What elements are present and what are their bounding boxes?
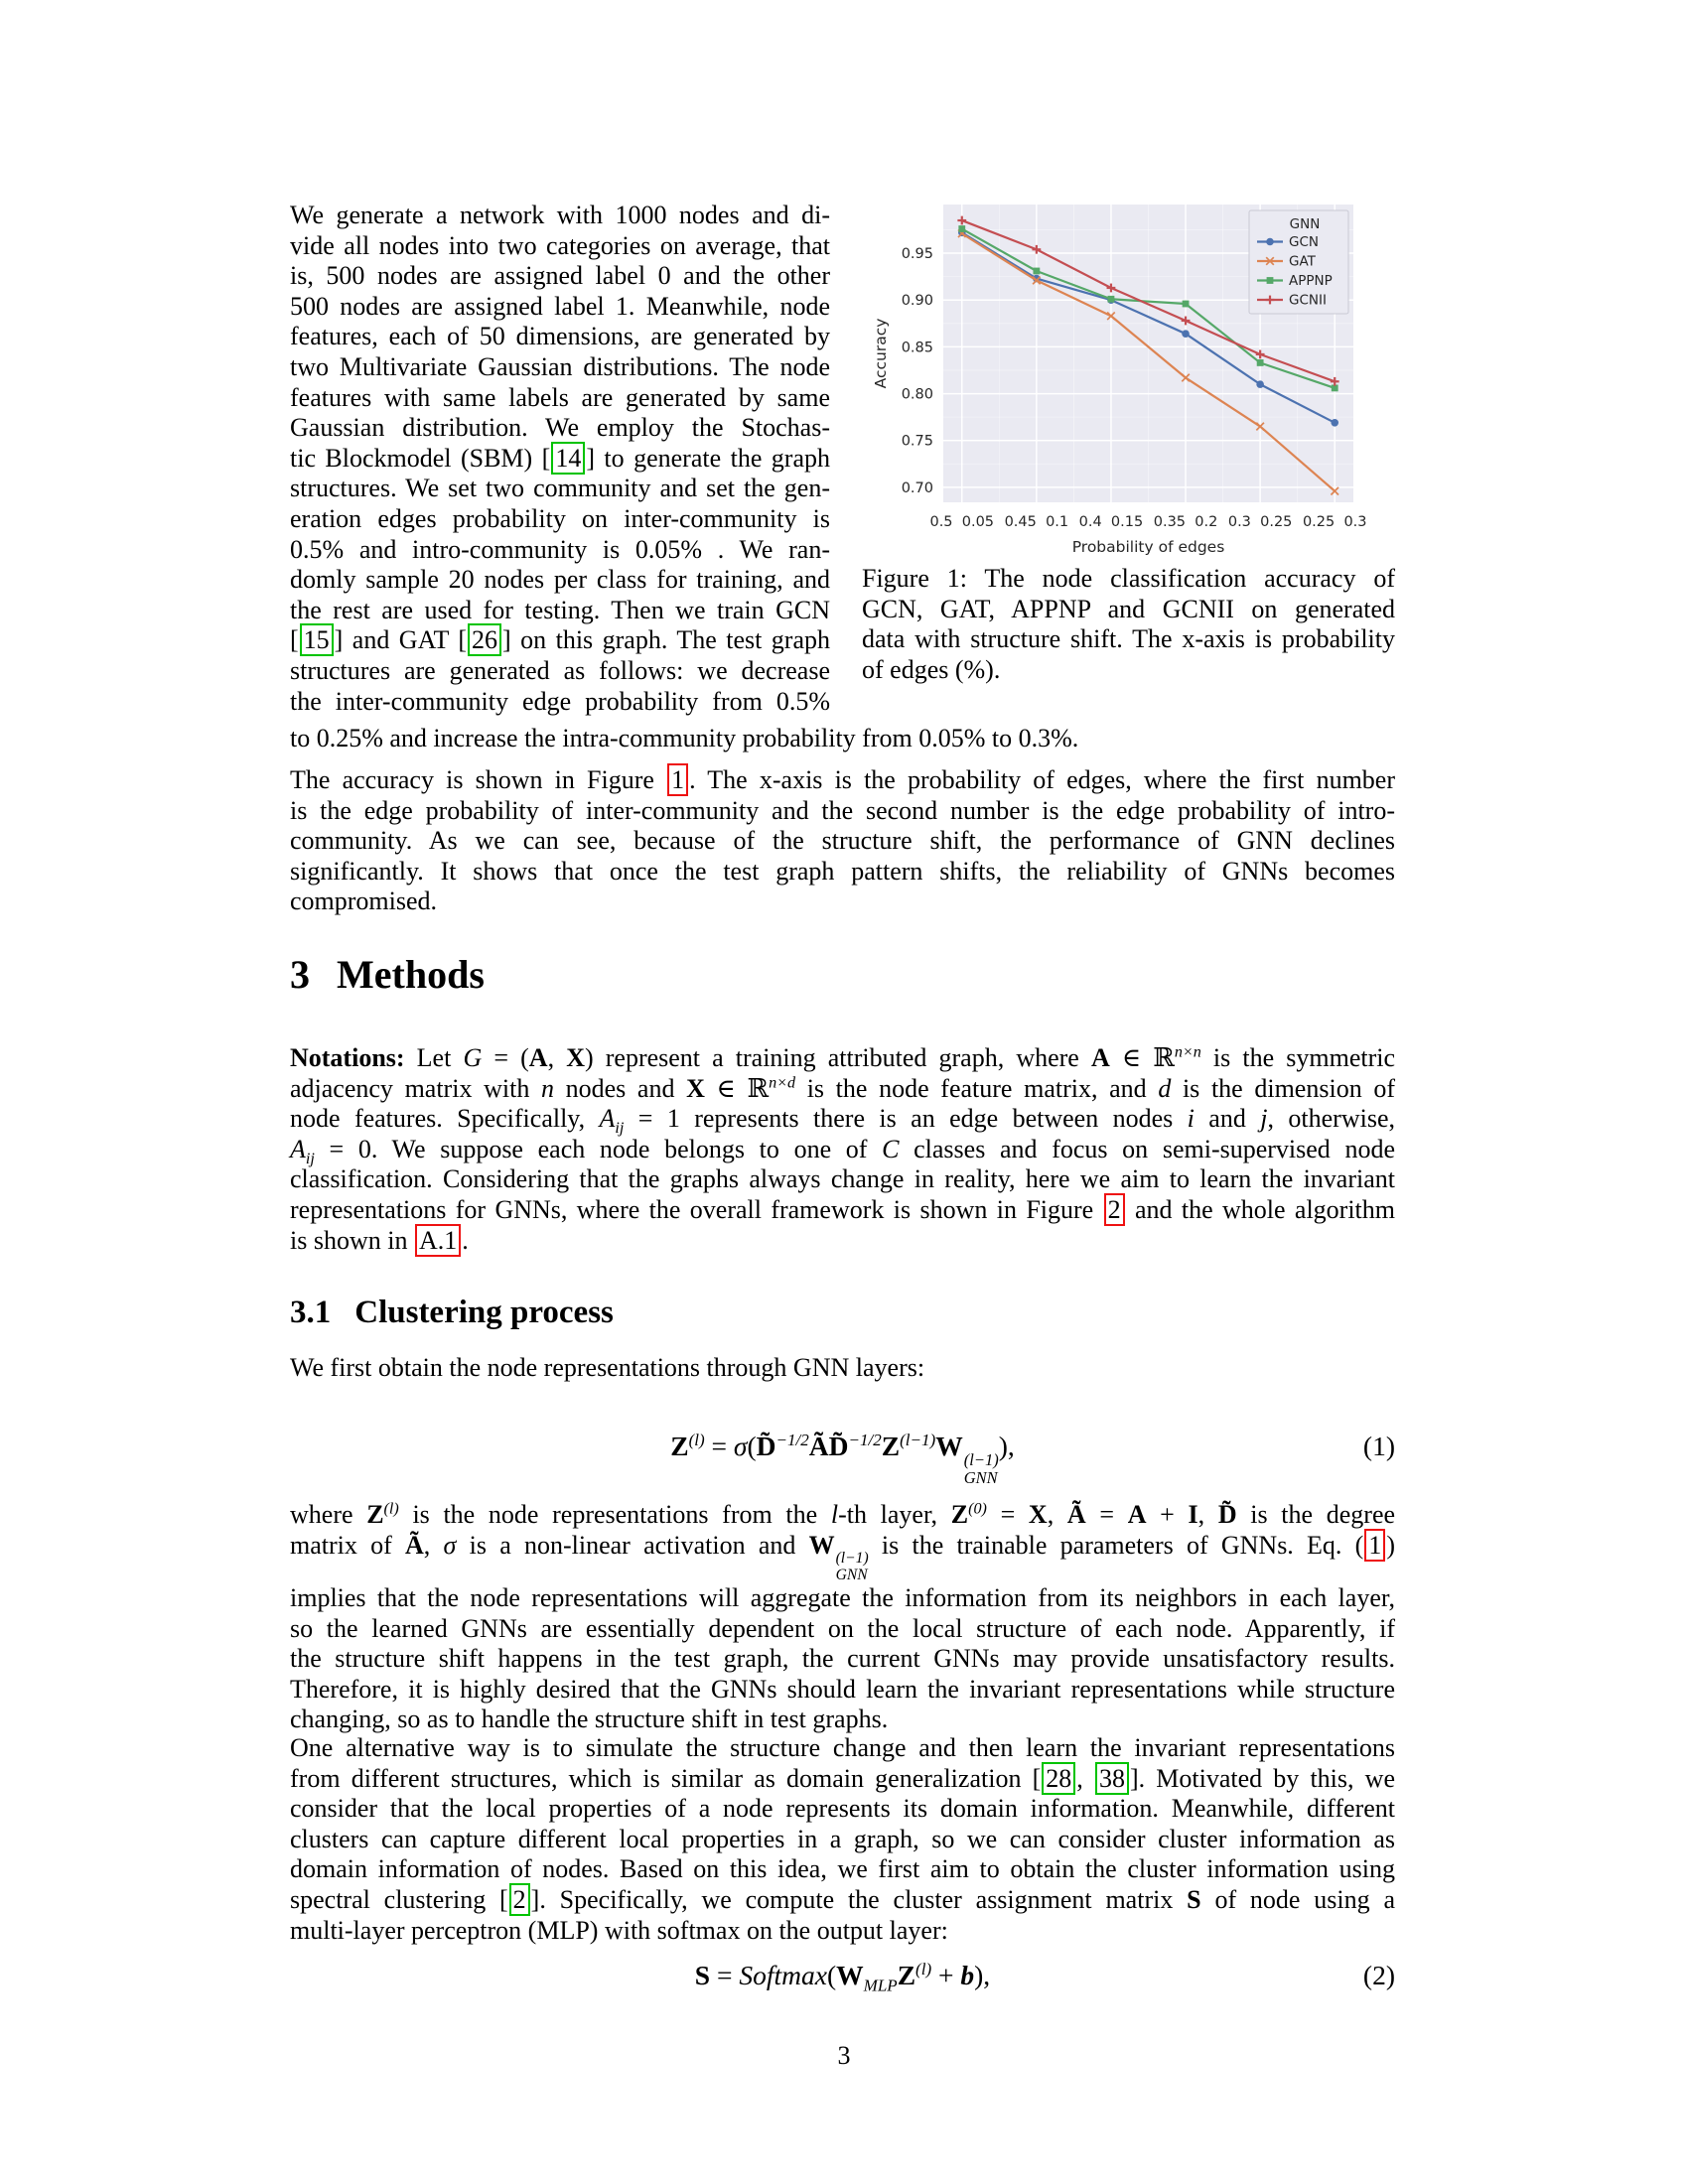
text-span: of node using a bbox=[1200, 1884, 1395, 1914]
figure1-line-chart bbox=[862, 195, 1395, 558]
citation-link[interactable]: 15 bbox=[300, 623, 334, 656]
equation-2 bbox=[290, 1952, 1395, 1999]
svg-text:Accuracy: Accuracy bbox=[872, 318, 890, 389]
text-line bbox=[862, 624, 1395, 655]
text-line bbox=[290, 887, 1395, 917]
text-span: the rest are used for testing. Then we train GCN bbox=[290, 595, 830, 624]
text-span: vide all nodes into two categories on average, that bbox=[290, 230, 830, 260]
text-span: = ( bbox=[482, 1043, 529, 1072]
text-span: ]. Motivated by this, we bbox=[1129, 1763, 1395, 1793]
text-line bbox=[290, 201, 830, 231]
superscript: (l) bbox=[688, 1430, 705, 1449]
text-span: = 0. We suppose each node belongs to one of bbox=[314, 1134, 883, 1163]
text-span: D̃ bbox=[1217, 1500, 1237, 1529]
text-span: from different structures, which is similar as domain generalization [ bbox=[290, 1763, 1042, 1793]
paragraph-experiment-setup-continuation bbox=[290, 724, 1395, 754]
svg-text:0.3 0.25: 0.3 0.25 bbox=[1227, 514, 1293, 530]
superscript: (0) bbox=[968, 1500, 987, 1518]
text-span: [ bbox=[290, 625, 299, 655]
equation-2-number: (2) bbox=[1362, 1960, 1395, 1990]
text-span: The accuracy is shown in Figure bbox=[290, 765, 667, 794]
text-span: data with structure shift. The x-axis is probability bbox=[862, 624, 1395, 654]
text-span: nodes and bbox=[553, 1073, 687, 1103]
stacked-supsub: (l−1) GNN bbox=[963, 1450, 999, 1487]
text-span: Figure 1: The node classification accuracy of bbox=[862, 564, 1395, 593]
text-span: Let bbox=[404, 1043, 464, 1072]
text-span: ]. Specifically, we compute the cluster assignment matrix bbox=[530, 1884, 1188, 1914]
text-line bbox=[862, 655, 1395, 686]
page-number: 3 bbox=[837, 2041, 851, 2070]
citation-link[interactable]: 2 bbox=[509, 1883, 530, 1916]
paragraph-notations bbox=[290, 1043, 1395, 1256]
text-span: significantly. It shows that once the test graph pattern shifts, the reliability of GNNs becomes bbox=[290, 856, 1395, 886]
text-span: so the learned GNNs are essentially dependent on the local structure of each node. Apparently, if bbox=[290, 1613, 1395, 1643]
text-line bbox=[290, 322, 830, 352]
text-line bbox=[290, 656, 830, 687]
text-line bbox=[290, 1531, 1395, 1583]
text-span: where bbox=[290, 1500, 367, 1529]
svg-text:0.45 0.1: 0.45 0.1 bbox=[1004, 514, 1069, 530]
text-line bbox=[290, 596, 830, 626]
text-span: A bbox=[1127, 1500, 1147, 1529]
text-span: changing, so as to handle the structure shift in test graphs. bbox=[290, 1705, 889, 1734]
text-span: and the whole algorithm bbox=[1125, 1194, 1395, 1224]
text-span: ] to generate the graph bbox=[586, 443, 830, 473]
text-span: σ bbox=[443, 1530, 457, 1560]
text-span: S bbox=[694, 1960, 711, 1990]
text-span: = bbox=[1085, 1500, 1128, 1529]
superscript: −1/2 bbox=[848, 1430, 882, 1449]
text-span: ] on this graph. The test graph bbox=[502, 625, 830, 655]
figure-1 bbox=[862, 195, 1395, 685]
text-span: We first obtain the node representations through GNN layers: bbox=[290, 1353, 925, 1382]
text-span: ∈ ℝ bbox=[704, 1073, 770, 1103]
svg-text:0.4 0.15: 0.4 0.15 bbox=[1078, 514, 1144, 530]
text-span: W bbox=[935, 1431, 963, 1461]
paragraph-experiment-setup bbox=[290, 201, 830, 717]
text-span: A bbox=[1090, 1043, 1110, 1072]
text-span: classes and focus on semi-supervised node bbox=[899, 1134, 1396, 1163]
text-line bbox=[290, 1614, 1395, 1645]
text-span: X bbox=[566, 1043, 585, 1072]
text-span: One alternative way is to simulate the structure change and then learn the invariant representations bbox=[290, 1733, 1395, 1762]
text-span: multi-layer perceptron (MLP) with softmax on the output layer: bbox=[290, 1915, 948, 1945]
subsection-heading-clustering bbox=[290, 1295, 614, 1331]
text-span: ∈ ℝ bbox=[1109, 1043, 1175, 1072]
text-line bbox=[290, 292, 830, 323]
text-span: clusters can capture different local properties in a graph, so we can consider cluster information as bbox=[290, 1824, 1395, 1853]
superscript: (l) bbox=[383, 1500, 399, 1518]
stacked-supsub: (l−1) GNN bbox=[835, 1550, 869, 1583]
text-span: to 0.25% and increase the intra-community probability from 0.05% to 0.3%. bbox=[290, 724, 1079, 752]
superscript: n×n bbox=[1174, 1043, 1201, 1061]
text-span: Z bbox=[897, 1960, 916, 1990]
text-span: is a non-linear activation and bbox=[456, 1530, 809, 1560]
svg-text:0.75: 0.75 bbox=[901, 433, 933, 450]
svg-text:0.25 0.3: 0.25 0.3 bbox=[1302, 514, 1367, 530]
text-line bbox=[290, 857, 1395, 887]
text-span: features with same labels are generated by same bbox=[290, 382, 830, 412]
paragraph-domain-generalization bbox=[290, 1733, 1395, 1946]
text-span: W bbox=[808, 1530, 835, 1560]
svg-text:0.70: 0.70 bbox=[901, 479, 933, 496]
text-span: Z bbox=[670, 1431, 689, 1461]
text-span: the inter-community edge probability from 0.5% bbox=[290, 686, 830, 716]
text-line bbox=[290, 765, 1395, 796]
text-line bbox=[290, 796, 1395, 827]
text-line bbox=[290, 1043, 1395, 1074]
text-span: implies that the node representations will aggregate the information from its neighbors in each layer, bbox=[290, 1582, 1395, 1612]
svg-text:APPNP: APPNP bbox=[1289, 273, 1333, 289]
text-span: ) bbox=[1386, 1530, 1396, 1560]
text-line bbox=[290, 1500, 1395, 1531]
text-line bbox=[290, 1164, 1395, 1195]
text-span: i bbox=[1187, 1104, 1195, 1134]
text-span: = 1 represents there is an edge between nodes bbox=[624, 1104, 1188, 1134]
text-line bbox=[862, 595, 1395, 625]
text-span: , bbox=[1047, 1500, 1067, 1529]
subscript: ij bbox=[615, 1120, 625, 1138]
text-line bbox=[290, 1644, 1395, 1675]
text-span: Gaussian distribution. We employ the Stochas- bbox=[290, 413, 830, 443]
text-line bbox=[290, 565, 830, 596]
text-span: Z bbox=[881, 1431, 901, 1461]
text-span: is, 500 nodes are assigned label 0 and the other bbox=[290, 261, 830, 291]
equation-1-body bbox=[670, 1423, 1015, 1486]
text-span: . The x-axis is the probability of edges, where the first number bbox=[689, 765, 1395, 794]
paragraph-clustering-intro bbox=[290, 1353, 1395, 1384]
superscript: (l−1) bbox=[900, 1430, 936, 1449]
text-line bbox=[290, 1705, 1395, 1735]
text-span: X bbox=[1028, 1500, 1048, 1529]
svg-text:0.35 0.2: 0.35 0.2 bbox=[1153, 514, 1218, 530]
text-span: . bbox=[462, 1225, 469, 1255]
text-line bbox=[290, 535, 830, 566]
svg-text:0.80: 0.80 bbox=[901, 386, 933, 403]
citation-link[interactable]: 28 bbox=[1042, 1762, 1075, 1795]
text-span: two Multivariate Gaussian distributions. The node bbox=[290, 351, 830, 381]
text-line bbox=[290, 1854, 1395, 1885]
text-line bbox=[290, 687, 830, 718]
text-span: -th layer, bbox=[838, 1500, 951, 1529]
text-span: Ã bbox=[1066, 1500, 1086, 1529]
text-span: Ã bbox=[405, 1530, 424, 1560]
text-line bbox=[290, 383, 830, 414]
text-span: = bbox=[710, 1960, 740, 1990]
text-span: structures are generated as follows: we decrease bbox=[290, 655, 830, 685]
text-span: d bbox=[1158, 1073, 1172, 1103]
text-span: Therefore, it is highly desired that the GNNs should learn the invariant representations while structure bbox=[290, 1674, 1395, 1704]
text-line bbox=[290, 625, 830, 656]
subsection-title: Clustering process bbox=[354, 1295, 614, 1330]
text-line bbox=[290, 826, 1395, 857]
text-line bbox=[290, 1135, 1395, 1165]
text-span: adjacency matrix with bbox=[290, 1073, 541, 1103]
text-span: S bbox=[1187, 1884, 1201, 1914]
text-span: = bbox=[704, 1431, 734, 1461]
text-span: domain information of nodes. Based on this idea, we first aim to obtain the cluster information using bbox=[290, 1854, 1395, 1884]
text-span: domly sample 20 nodes per class for training, and bbox=[290, 565, 830, 595]
text-line bbox=[290, 1764, 1395, 1795]
text-span: is the node representations from the bbox=[398, 1500, 831, 1529]
paragraph-equation1-discussion bbox=[290, 1500, 1395, 1735]
text-span: eration edges probability on inter-community is bbox=[290, 503, 830, 533]
svg-text:0.5 0.05: 0.5 0.05 bbox=[929, 514, 995, 530]
text-line bbox=[290, 1195, 1395, 1226]
text-span: ), bbox=[974, 1960, 991, 1990]
text-span: 0.5% and intro-community is 0.05% . We ran- bbox=[290, 534, 830, 564]
citation-link[interactable]: 38 bbox=[1095, 1762, 1129, 1795]
text-span: σ bbox=[733, 1431, 748, 1461]
text-span: ( bbox=[826, 1960, 837, 1990]
ref-link[interactable]: 1 bbox=[1364, 1529, 1385, 1562]
text-span: node features. Specifically, bbox=[290, 1104, 600, 1134]
text-span: l bbox=[830, 1500, 839, 1529]
citation-link[interactable]: 14 bbox=[551, 442, 585, 475]
text-span: n bbox=[540, 1073, 554, 1103]
text-span: G bbox=[463, 1043, 483, 1072]
text-span: tic Blockmodel (SBM) [ bbox=[290, 443, 551, 473]
text-span: , bbox=[547, 1043, 567, 1072]
text-line bbox=[862, 564, 1395, 595]
text-line bbox=[290, 1675, 1395, 1706]
text-span: representations for GNNs, where the overall framework is shown in Figure bbox=[290, 1194, 1103, 1224]
text-span: community. As we can see, because of the structure shift, the performance of GNN declines bbox=[290, 826, 1395, 856]
superscript: −1/2 bbox=[775, 1430, 809, 1449]
text-line bbox=[290, 352, 830, 383]
equation-1 bbox=[290, 1423, 1395, 1486]
paragraph-accuracy-discussion bbox=[290, 765, 1395, 917]
text-line bbox=[290, 504, 830, 535]
text-span: spectral clustering [ bbox=[290, 1884, 508, 1914]
text-span: is the dimension of bbox=[1171, 1073, 1396, 1103]
section-number: 3 bbox=[290, 952, 310, 997]
text-span: + bbox=[931, 1960, 961, 1990]
svg-text:0.85: 0.85 bbox=[901, 340, 933, 356]
ref-link[interactable]: 2 bbox=[1104, 1193, 1125, 1226]
text-span: consider that the local properties of a node represents its domain information. Meanwhile, different bbox=[290, 1794, 1395, 1824]
text-line bbox=[290, 413, 830, 444]
text-span: D̃ bbox=[756, 1431, 776, 1461]
text-span: classification. Considering that the graphs always change in reality, here we aim to learn the invariant bbox=[290, 1164, 1395, 1194]
text-span: + bbox=[1146, 1500, 1189, 1529]
text-span: is the node feature matrix, and bbox=[795, 1073, 1159, 1103]
text-span: the structure shift happens in the test graph, the current GNNs may provide unsatisfactory results. bbox=[290, 1644, 1395, 1674]
text-span: GCN, GAT, APPNP and GCNII on generated bbox=[862, 594, 1395, 623]
text-span: W bbox=[836, 1960, 864, 1990]
text-line bbox=[290, 1733, 1395, 1764]
text-span: We generate a network with 1000 nodes and di- bbox=[290, 201, 830, 229]
text-line bbox=[290, 1104, 1395, 1138]
text-span: ( bbox=[747, 1431, 757, 1461]
text-span: Z bbox=[950, 1500, 969, 1529]
svg-text:GCN: GCN bbox=[1289, 234, 1319, 250]
text-span: Softmax bbox=[739, 1960, 827, 1990]
text-span: ) represent a training attributed graph, where bbox=[584, 1043, 1091, 1072]
ref-link[interactable]: 1 bbox=[667, 763, 688, 796]
text-span: I bbox=[1188, 1500, 1198, 1529]
superscript: n×d bbox=[769, 1073, 796, 1091]
svg-text:GNN: GNN bbox=[1289, 216, 1321, 232]
citation-link[interactable]: 26 bbox=[468, 623, 501, 656]
section-heading-methods bbox=[290, 953, 485, 997]
section-title: Methods bbox=[337, 952, 485, 997]
text-span: ] and GAT [ bbox=[334, 625, 468, 655]
text-span: is the edge probability of inter-community and the second number is the edge probability of intro- bbox=[290, 795, 1395, 825]
text-line bbox=[290, 1583, 1395, 1614]
text-span: , bbox=[1197, 1500, 1218, 1529]
text-line bbox=[290, 1825, 1395, 1855]
text-span: b bbox=[960, 1960, 975, 1990]
subsection-number: 3.1 bbox=[290, 1295, 332, 1330]
svg-text:0.95: 0.95 bbox=[901, 246, 933, 263]
text-span: and bbox=[1194, 1104, 1261, 1134]
text-span: C bbox=[882, 1134, 900, 1163]
text-span: is the degree bbox=[1236, 1500, 1396, 1529]
text-span: A bbox=[528, 1043, 548, 1072]
svg-text:0.90: 0.90 bbox=[901, 293, 933, 310]
text-span: A bbox=[599, 1104, 616, 1134]
text-span: , bbox=[423, 1530, 444, 1560]
text-span: of edges (%). bbox=[862, 654, 1001, 684]
text-span: A bbox=[290, 1134, 306, 1163]
text-line bbox=[290, 261, 830, 292]
text-span: j bbox=[1260, 1104, 1268, 1134]
text-line bbox=[290, 1794, 1395, 1825]
subscript: ij bbox=[305, 1150, 315, 1167]
text-line bbox=[290, 474, 830, 504]
text-line bbox=[290, 1226, 1395, 1257]
svg-text:GCNII: GCNII bbox=[1289, 292, 1327, 309]
text-span: Z bbox=[366, 1500, 384, 1529]
text-line bbox=[290, 1916, 1395, 1947]
ref-link[interactable]: A.1 bbox=[415, 1224, 461, 1257]
superscript: (l) bbox=[915, 1959, 932, 1979]
text-span: ), bbox=[998, 1431, 1015, 1461]
subscript: MLP bbox=[863, 1976, 898, 1995]
text-span: matrix of bbox=[290, 1530, 406, 1560]
text-span: is the symmetric bbox=[1200, 1043, 1396, 1072]
text-span: Notations: bbox=[290, 1043, 405, 1072]
text-span: = bbox=[986, 1500, 1029, 1529]
text-line bbox=[290, 444, 830, 475]
text-span: X bbox=[686, 1073, 705, 1103]
svg-text:GAT: GAT bbox=[1289, 253, 1316, 270]
equation-2-body bbox=[695, 1952, 990, 1999]
text-line bbox=[290, 1885, 1395, 1916]
text-span: is the trainable parameters of GNNs. Eq. ( bbox=[868, 1530, 1364, 1560]
text-span: is shown in bbox=[290, 1225, 414, 1255]
text-span: features, each of 50 dimensions, are generated by bbox=[290, 322, 830, 351]
text-span: 500 nodes are assigned label 1. Meanwhile, node bbox=[290, 291, 830, 321]
text-span: , bbox=[1076, 1763, 1094, 1793]
text-span: , otherwise, bbox=[1267, 1104, 1395, 1134]
text-span: ÃD̃ bbox=[808, 1431, 849, 1461]
svg-text:Probability of edges: Probability of edges bbox=[1071, 538, 1225, 556]
text-span: compromised. bbox=[290, 887, 438, 916]
figure1-caption bbox=[862, 564, 1395, 685]
text-line bbox=[290, 1074, 1395, 1105]
equation-1-number: (1) bbox=[1362, 1431, 1395, 1461]
text-line bbox=[290, 231, 830, 262]
text-span: structures. We set two community and set the gen- bbox=[290, 474, 830, 503]
